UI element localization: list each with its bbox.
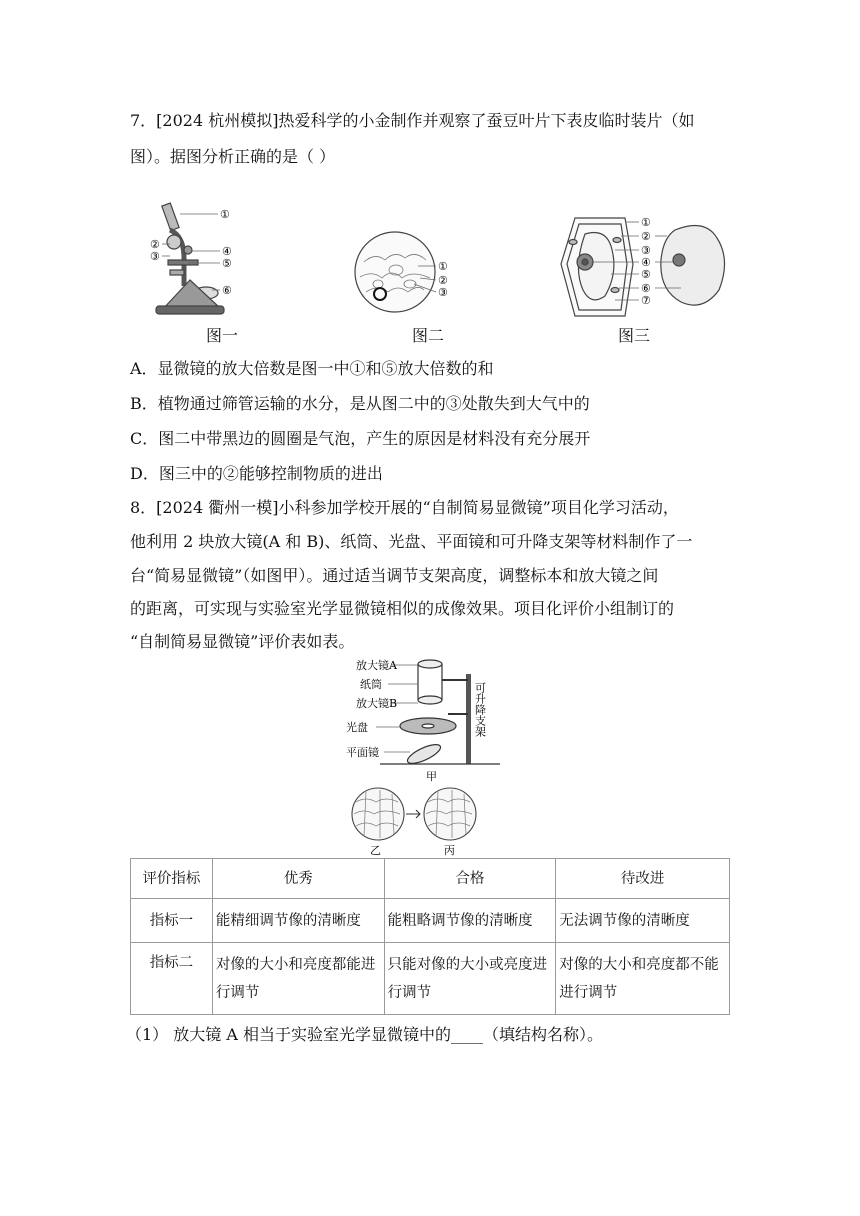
fig2-label-2: ② bbox=[438, 274, 448, 287]
fig3-label-3: ③ bbox=[641, 244, 651, 257]
q7-option-b: B．植物通过筛管运输的水分，是从图二中的③处散失到大气中的 bbox=[130, 394, 590, 413]
fig-jia-label-mirror: 平面镜 bbox=[346, 746, 379, 759]
q8-text-line-1: 8．[2024 衢州一模]小科参加学校开展的“自制简易显微镜”项目化学习活动， bbox=[130, 498, 679, 517]
fig3-label-1: ① bbox=[641, 216, 651, 229]
fig-jia-caption: 甲 bbox=[426, 770, 437, 783]
figure-2-caption: 图二 bbox=[412, 326, 445, 345]
table-row bbox=[131, 943, 730, 1015]
fig1-label-3: ③ bbox=[150, 250, 160, 263]
table-header-cell: 待改进 bbox=[556, 859, 730, 899]
table-header-row bbox=[131, 859, 730, 899]
fig3-label-4: ④ bbox=[641, 256, 651, 269]
fig2-label-1: ① bbox=[438, 260, 448, 273]
table-cell bbox=[212, 943, 384, 1015]
fig3-label-5: ⑤ bbox=[641, 268, 651, 281]
fig1-label-2: ② bbox=[150, 238, 160, 251]
q8-text-line-2: 他利用 2 块放大镜(A 和 B)、纸筒、光盘、平面镜和可升降支架等材料制作了一 bbox=[130, 532, 693, 551]
table-cell-indicator: 指标一 bbox=[131, 899, 213, 943]
figure-1-caption: 图一 bbox=[206, 326, 239, 345]
cell-line: 行调节 bbox=[387, 984, 432, 1001]
fig1-label-4: ④ bbox=[222, 245, 232, 258]
q7-option-a: A．显微镜的放大倍数是图一中①和⑤放大倍数的和 bbox=[130, 359, 494, 378]
fig1-label-5: ⑤ bbox=[222, 257, 232, 270]
fig-jia-label-tube: 纸筒 bbox=[360, 678, 382, 691]
cell-line: 对像的大小和亮度都能进 bbox=[215, 956, 376, 973]
fig-jia-label-disc: 光盘 bbox=[346, 721, 368, 734]
fig3-label-2: ② bbox=[641, 230, 651, 243]
figure-3-cells bbox=[555, 212, 735, 322]
q7-option-c: C．图二中带黑边的圆圈是气泡，产生的原因是材料没有充分展开 bbox=[130, 429, 591, 448]
fig3-label-6: ⑥ bbox=[641, 282, 651, 295]
fig1-label-1: ① bbox=[220, 208, 230, 221]
table-cell: 能精细调节像的清晰度 bbox=[212, 899, 384, 943]
table-header-cell: 合格 bbox=[384, 859, 556, 899]
table-cell bbox=[556, 943, 730, 1015]
fig3-label-7: ⑦ bbox=[641, 294, 651, 307]
table-row bbox=[131, 899, 730, 943]
table-cell: 无法调节像的清晰度 bbox=[556, 899, 730, 943]
fig-bing-caption: 丙 bbox=[444, 844, 455, 857]
table-header-cell: 评价指标 bbox=[131, 859, 213, 899]
figure-2-field-of-view bbox=[350, 222, 460, 322]
q7-option-d: D．图三中的②能够控制物质的进出 bbox=[130, 464, 383, 483]
figure-1-microscope bbox=[140, 200, 250, 320]
fig1-label-6: ⑥ bbox=[222, 284, 232, 297]
fig-jia-label-stand: 可升降支架 bbox=[473, 682, 487, 737]
evaluation-table bbox=[130, 858, 730, 1015]
cell-line: 行调节 bbox=[215, 984, 260, 1001]
figure-3-caption: 图三 bbox=[618, 326, 651, 345]
cell-line: 进行调节 bbox=[559, 984, 618, 1001]
cell-line: 只能对像的大小或亮度进 bbox=[387, 956, 548, 973]
q8-text-line-3: 台“简易显微镜”（如图甲）。通过适当调节支架高度，调整标本和放大镜之间 bbox=[130, 566, 659, 585]
fig-jia-label-lens-b: 放大镜B bbox=[356, 697, 398, 710]
fig2-label-3: ③ bbox=[438, 286, 448, 299]
table-header-cell: 优秀 bbox=[212, 859, 384, 899]
fig-jia-label-lens-a: 放大镜A bbox=[356, 659, 397, 672]
fig-yi-caption: 乙 bbox=[370, 844, 381, 857]
q8-text-line-4: 的距离，可实现与实验室光学显微镜相似的成像效果。项目化评价小组制订的 bbox=[130, 599, 675, 618]
q7-text-line-2: 图）。据图分析正确的是（ ） bbox=[130, 147, 336, 166]
figure-jia-homemade-microscope bbox=[340, 652, 520, 858]
table-cell: 能粗略调节像的清晰度 bbox=[384, 899, 556, 943]
table-cell-indicator: 指标二 bbox=[131, 943, 213, 1015]
q7-text-line-1: 7．[2024 杭州模拟]热爱科学的小金制作并观察了蚕豆叶片下表皮临时装片（如 bbox=[130, 111, 695, 130]
table-cell bbox=[384, 943, 556, 1015]
cell-line: 对像的大小和亮度都不能 bbox=[559, 956, 719, 973]
q8-subquestion-1: （1） 放大镜 A 相当于实验室光学显微镜中的____（填结构名称）。 bbox=[126, 1025, 603, 1044]
q8-text-line-5: “自制简易显微镜”评价表如表。 bbox=[130, 632, 355, 651]
